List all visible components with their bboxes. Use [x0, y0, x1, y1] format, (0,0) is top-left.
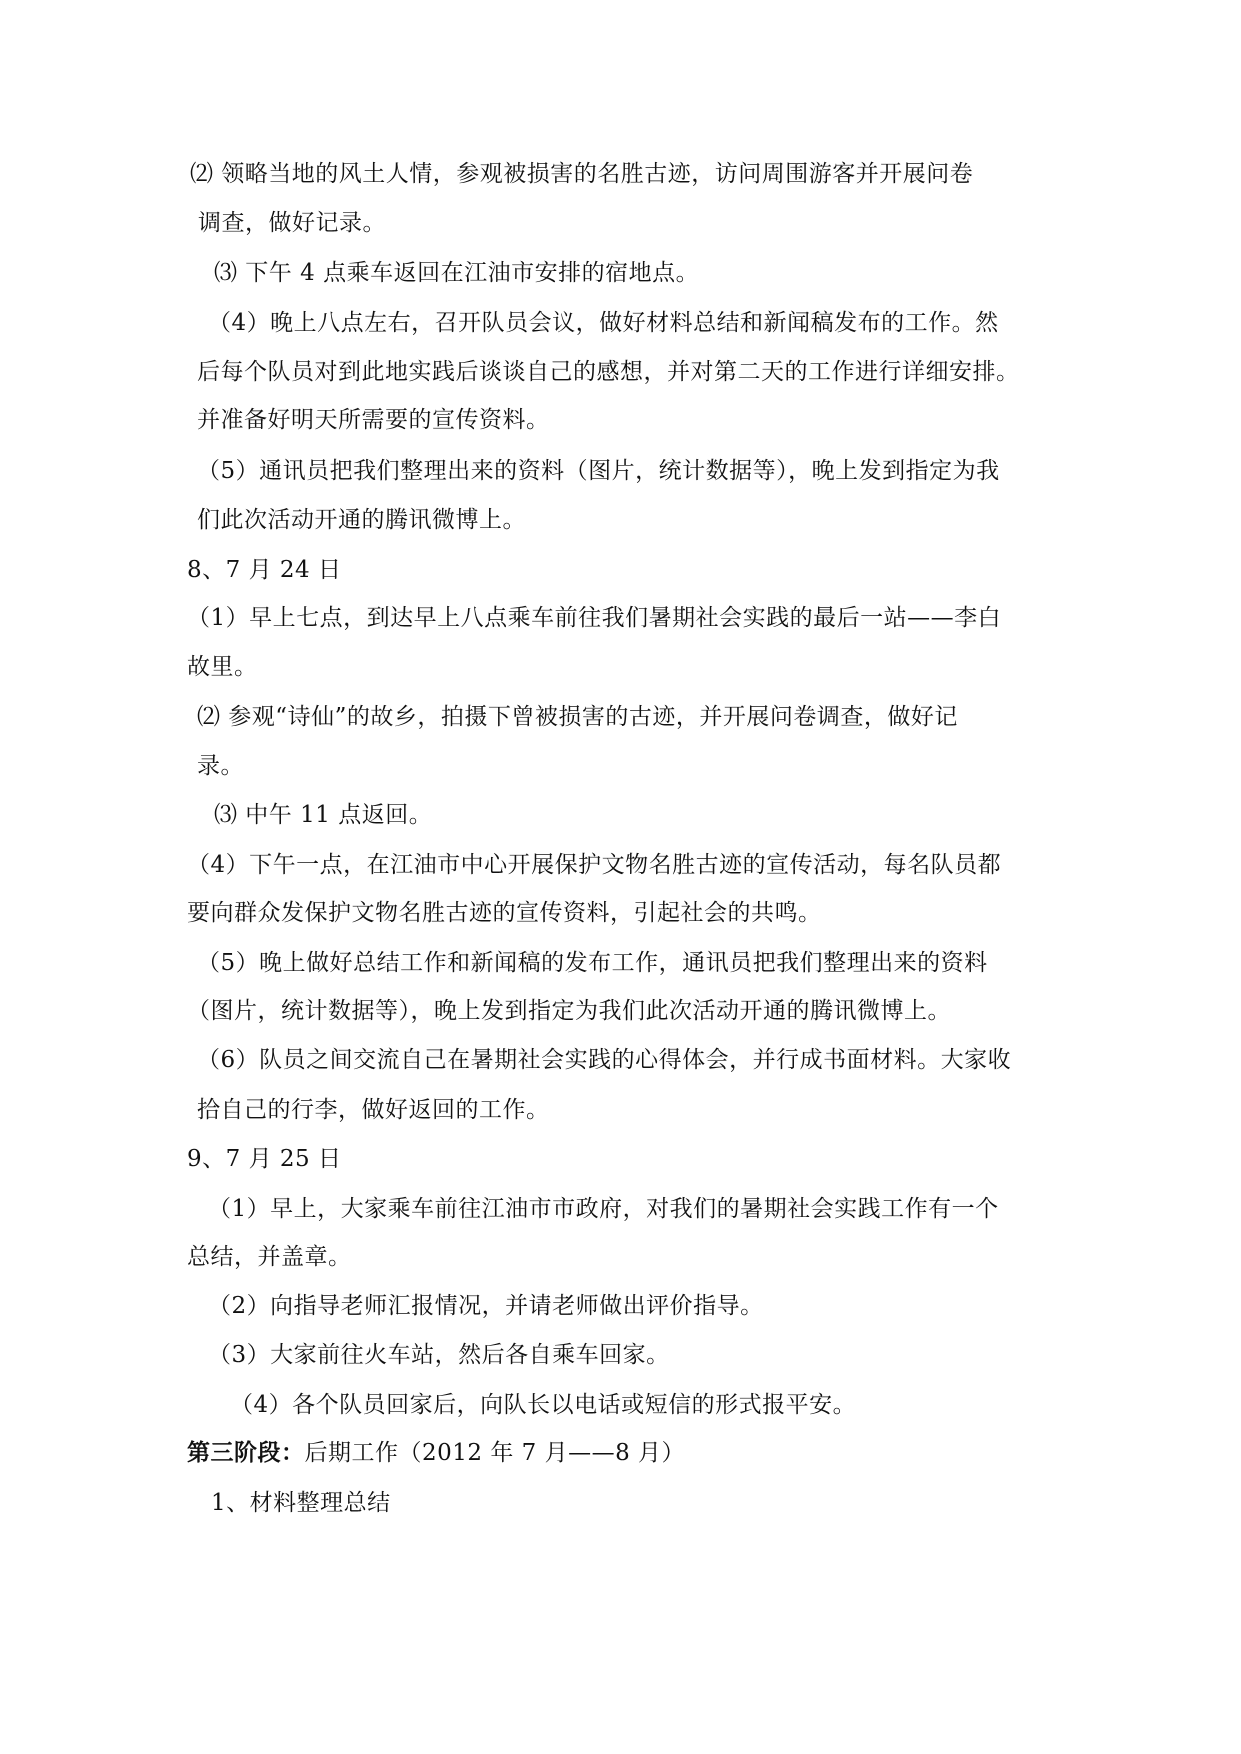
text-line: 并准备好明天所需要的宣传资料。 — [197, 407, 550, 433]
text-line: （6）队员之间交流自己在暑期社会实践的心得体会，并行成书面材料。大家收 — [197, 1047, 1012, 1073]
text-line: （4）下午一点，在江油市中心开展保护文物名胜古迹的宣传活动，每名队员都 — [187, 852, 1002, 878]
text-line: 录。 — [197, 753, 244, 779]
text-line: ⑶ 中午 11 点返回。 — [214, 802, 433, 828]
text-line: （5）晚上做好总结工作和新闻稿的发布工作，通讯员把我们整理出来的资料 — [197, 950, 988, 976]
text-line: 们此次活动开通的腾讯微博上。 — [197, 507, 526, 533]
text-line: （1）早上七点，到达早上八点乘车前往我们暑期社会实践的最后一站——李白 — [187, 605, 1002, 631]
text-line: 1、材料整理总结 — [211, 1490, 391, 1516]
phase-three-line — [187, 1438, 685, 1468]
text-line: （4）晚上八点左右，召开队员会议，做好材料总结和新闻稿发布的工作。然 — [208, 310, 999, 336]
text-line: 要向群众发保护文物名胜古迹的宣传资料，引起社会的共鸣。 — [187, 900, 822, 926]
text-line: （2）向指导老师汇报情况，并请老师做出评价指导。 — [208, 1293, 764, 1319]
text-line: （5）通讯员把我们整理出来的资料（图片，统计数据等），晚上发到指定为我 — [197, 458, 1000, 484]
section-date: 8、7 月 24 日 — [187, 557, 342, 583]
phase-three-text: 后期工作（2012 年 7 月——8 月） — [304, 1440, 686, 1466]
text-line: ⑵ 参观“诗仙”的故乡，拍摄下曾被损害的古迹，并开展问卷调查，做好记 — [197, 704, 958, 730]
text-line: 故里。 — [187, 654, 258, 680]
text-line: （图片，统计数据等），晚上发到指定为我们此次活动开通的腾讯微博上。 — [187, 998, 951, 1024]
text-line: （3）大家前往火车站，然后各自乘车回家。 — [208, 1342, 670, 1368]
text-line: 后每个队员对到此地实践后谈谈自己的感想，并对第二天的工作进行详细安排。 — [197, 359, 1020, 385]
text-line: 调查，做好记录。 — [198, 210, 386, 236]
phase-three-heading: 第三阶段： — [187, 1439, 305, 1466]
section-date: 9、7 月 25 日 — [187, 1146, 342, 1172]
text-line: （4）各个队员回家后，向队长以电话或短信的形式报平安。 — [230, 1392, 857, 1418]
text-line: 总结，并盖章。 — [187, 1244, 352, 1270]
text-line: ⑵ 领略当地的风土人情，参观被损害的名胜古迹，访问周围游客并开展问卷 — [190, 161, 974, 187]
text-line: 拾自己的行李，做好返回的工作。 — [197, 1097, 550, 1123]
text-line: （1）早上，大家乘车前往江油市市政府，对我们的暑期社会实践工作有一个 — [208, 1196, 999, 1222]
text-line: ⑶ 下午 4 点乘车返回在江油市安排的宿地点。 — [214, 260, 700, 286]
